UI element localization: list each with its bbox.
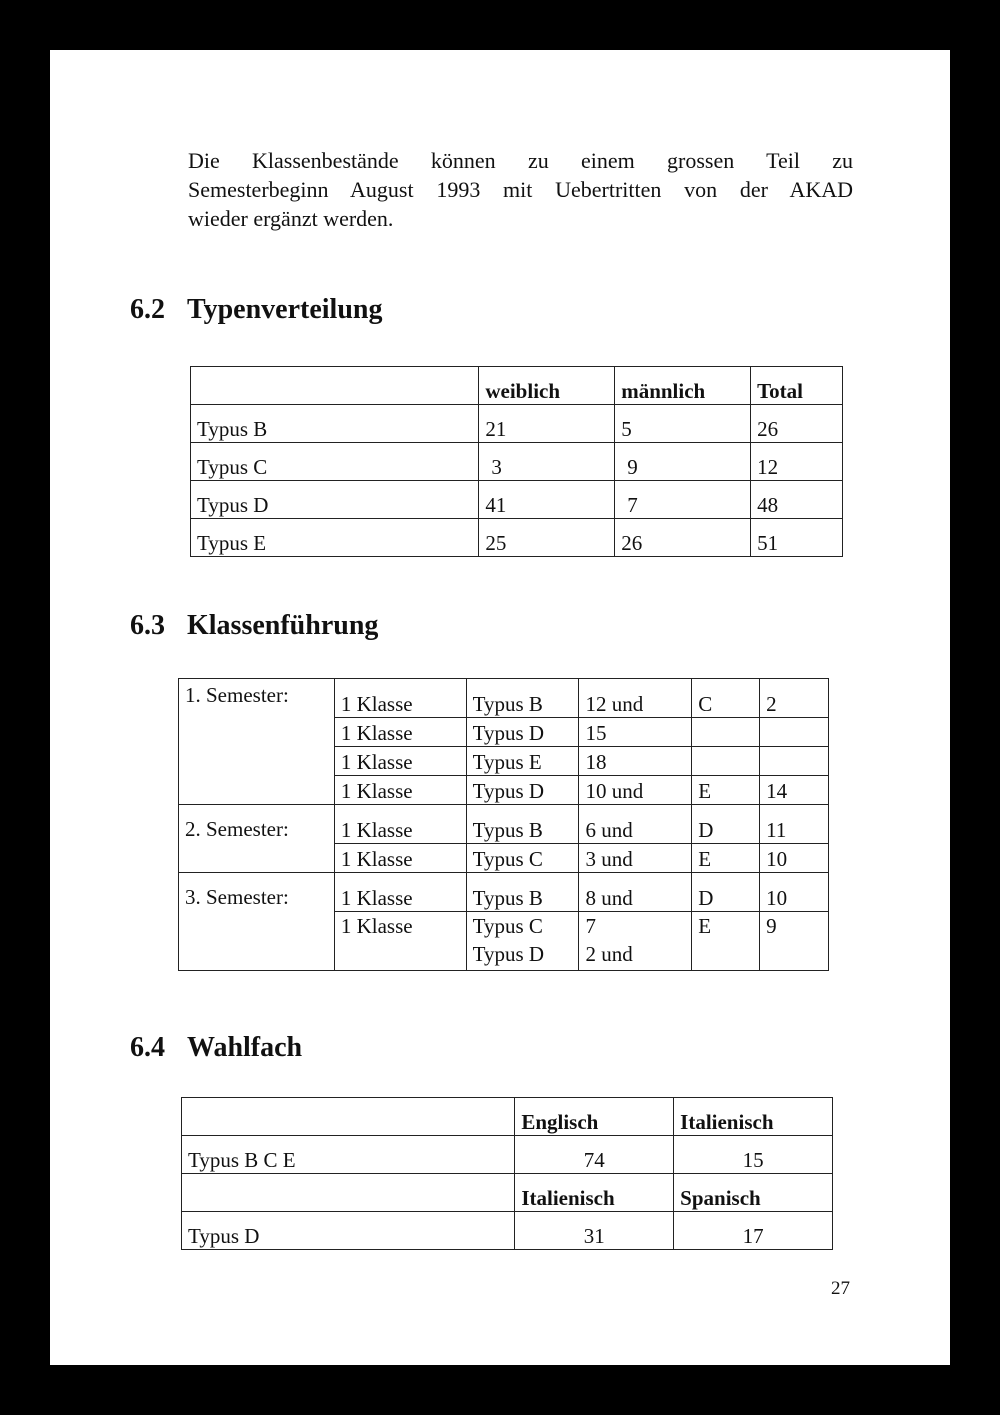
table-cell: Typus E (191, 519, 479, 557)
paragraph-line: Semesterbeginn August 1993 mit Uebertritten von der AKAD (188, 177, 853, 202)
table-cell: 1 Klasse (334, 679, 466, 718)
table-cell: 26 (751, 405, 843, 443)
table-row (191, 519, 843, 557)
table-cell: D (692, 873, 760, 912)
table-cell (334, 912, 466, 971)
table-cell: 3 (479, 443, 615, 481)
table-header-cell (182, 1174, 515, 1212)
table-cell: Typus B (466, 679, 579, 718)
table-cell: Typus B C E (182, 1136, 515, 1174)
cell-line: 7 (585, 914, 596, 938)
cell-line: 9 (766, 914, 777, 938)
table-cell: 1 Klasse (334, 776, 466, 805)
table-cell: E (692, 844, 760, 873)
cell-line: Typus D (472, 942, 545, 966)
table-header-row (182, 1174, 833, 1212)
table-cell: 25 (479, 519, 615, 557)
table-cell: 5 (615, 405, 751, 443)
table-cell: Typus B (466, 805, 579, 844)
section-heading-6-3 (130, 610, 378, 642)
table-cell: 48 (751, 481, 843, 519)
cell-line: E (698, 914, 712, 938)
document-page (50, 50, 950, 1365)
table-cell (579, 912, 692, 971)
table-cell (692, 718, 760, 747)
intro-paragraph (188, 146, 853, 233)
table-header-cell (182, 1098, 515, 1136)
elective-table (181, 1097, 833, 1250)
table-cell: Typus D (466, 718, 579, 747)
table-cell: 7 (615, 481, 751, 519)
table-cell: 11 (760, 805, 829, 844)
table-row (179, 873, 829, 912)
table-cell: 74 (515, 1136, 674, 1174)
table-cell (466, 912, 579, 971)
class-management-table (178, 678, 829, 971)
type-distribution-table (190, 366, 843, 557)
table-cell: 15 (579, 718, 692, 747)
table-row (191, 443, 843, 481)
table-cell: 1 Klasse (334, 718, 466, 747)
table-cell (760, 718, 829, 747)
table-cell: 10 (760, 873, 829, 912)
table-cell: 2 (760, 679, 829, 718)
table-cell: Typus E (466, 747, 579, 776)
table-cell: 26 (615, 519, 751, 557)
cell-line: Typus C (472, 914, 543, 938)
table-cell (760, 912, 829, 971)
section-title: Klassenführung (187, 610, 379, 641)
table-cell: 12 (751, 443, 843, 481)
table-cell: Typus C (191, 443, 479, 481)
section-heading-6-2 (130, 294, 382, 326)
table-row (182, 1136, 833, 1174)
table-cell: 1 Klasse (334, 873, 466, 912)
table-header-cell (191, 367, 479, 405)
cell-line: 1 Klasse (340, 914, 413, 938)
table-cell (692, 912, 760, 971)
table-row (191, 481, 843, 519)
semester-label: 2. Semester: (179, 805, 335, 873)
section-title: Typenverteilung (187, 294, 383, 325)
section-number: 6.3 (130, 610, 165, 641)
table-cell: 8 und (579, 873, 692, 912)
table-cell: Typus C (466, 844, 579, 873)
table-cell: Typus D (466, 776, 579, 805)
table-row (191, 405, 843, 443)
section-number: 6.2 (130, 294, 165, 325)
table-cell: 31 (515, 1212, 674, 1250)
table-cell: 1 Klasse (334, 805, 466, 844)
table-header-cell: Spanisch (674, 1174, 833, 1212)
table-row (182, 1212, 833, 1250)
table-header-cell: Englisch (515, 1098, 674, 1136)
table-cell: 14 (760, 776, 829, 805)
table-cell: 51 (751, 519, 843, 557)
table-cell (760, 747, 829, 776)
table-header-cell: männlich (615, 367, 751, 405)
page-number: 27 (831, 1278, 850, 1299)
table-cell: 1 Klasse (334, 844, 466, 873)
table-cell: Typus D (182, 1212, 515, 1250)
table-row (179, 805, 829, 844)
semester-label: 3. Semester: (179, 873, 335, 971)
table-cell: 17 (674, 1212, 833, 1250)
table-cell: E (692, 776, 760, 805)
table-cell: 12 und (579, 679, 692, 718)
table-header-row (191, 367, 843, 405)
table-header-cell: Total (751, 367, 843, 405)
table-cell: 9 (615, 443, 751, 481)
table-cell: Typus B (191, 405, 479, 443)
table-cell: C (692, 679, 760, 718)
section-number: 6.4 (130, 1032, 165, 1063)
table-cell: 41 (479, 481, 615, 519)
table-cell: 10 (760, 844, 829, 873)
table-cell: 15 (674, 1136, 833, 1174)
table-cell: 18 (579, 747, 692, 776)
section-heading-6-4 (130, 1032, 302, 1064)
table-cell: D (692, 805, 760, 844)
paragraph-line: Die Klassenbestände können zu einem grossen Teil zu (188, 148, 853, 173)
table-cell: 1 Klasse (334, 747, 466, 776)
table-cell: 6 und (579, 805, 692, 844)
paragraph-line: wieder ergänzt werden. (188, 206, 394, 231)
table-cell: 3 und (579, 844, 692, 873)
table-cell: 10 und (579, 776, 692, 805)
table-header-cell: Italienisch (674, 1098, 833, 1136)
table-header-row (182, 1098, 833, 1136)
table-header-cell: Italienisch (515, 1174, 674, 1212)
table-cell: Typus B (466, 873, 579, 912)
table-cell: 21 (479, 405, 615, 443)
cell-line: 2 und (585, 942, 633, 966)
table-header-cell: weiblich (479, 367, 615, 405)
table-cell (692, 747, 760, 776)
semester-label: 1. Semester: (179, 679, 335, 805)
table-row (179, 679, 829, 718)
table-cell: Typus D (191, 481, 479, 519)
section-title: Wahlfach (187, 1032, 303, 1063)
